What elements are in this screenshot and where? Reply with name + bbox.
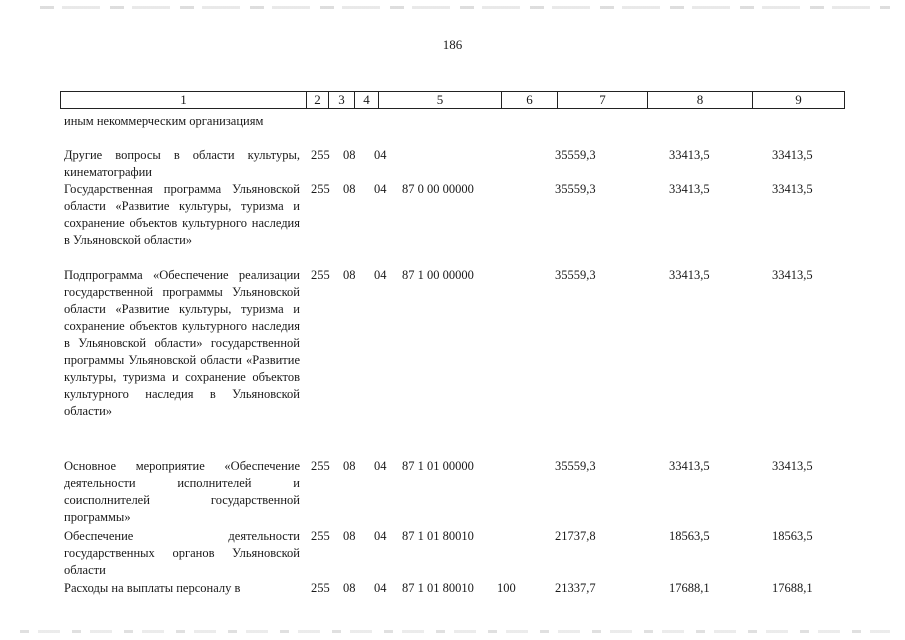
row-subsection-code: 04 bbox=[374, 182, 387, 196]
row-section-code: 08 bbox=[343, 581, 356, 595]
row-description: Расходы на выплаты персоналу в bbox=[64, 581, 241, 595]
row-amount-col8: 33413,5 bbox=[669, 182, 710, 196]
table-header bbox=[60, 91, 845, 109]
row-description: Другие вопросы в области культуры, кинематографии bbox=[64, 148, 300, 179]
row-section-code: 08 bbox=[343, 529, 356, 543]
scan-artifact-bottom bbox=[20, 630, 890, 633]
row-target-article: 87 0 00 00000 bbox=[402, 182, 474, 196]
row-target-article: 87 1 01 00000 bbox=[402, 459, 474, 473]
row-section-code: 08 bbox=[343, 268, 356, 282]
row-subsection-code: 04 bbox=[374, 148, 387, 162]
row-expense-type: 100 bbox=[497, 581, 516, 595]
row-amount-col9: 33413,5 bbox=[772, 148, 813, 162]
row-description: Обеспечение деятельности государственных органов Ульяновской области bbox=[64, 529, 300, 577]
row-section-code: 08 bbox=[343, 148, 356, 162]
header-cell-7: 7 bbox=[557, 92, 647, 108]
row-section-code: 08 bbox=[343, 182, 356, 196]
row-subsection-code: 04 bbox=[374, 459, 387, 473]
row-amount-col7: 21737,8 bbox=[555, 529, 596, 543]
row-amount-col9: 18563,5 bbox=[772, 529, 813, 543]
row-description: Подпрограмма «Обеспечение реализации государственной программы Ульяновской области «Развитие культуры, туризма и сохранение объектов культурного наследия в Ульяновской области» государственной программы Ульяновской области «Развитие культуры, туризма и сохранение объектов культурного наследия в Ульяновской области» bbox=[64, 268, 300, 418]
row-amount-col7: 35559,3 bbox=[555, 268, 596, 282]
header-cell-3: 3 bbox=[328, 92, 354, 108]
row-amount-col7: 35559,3 bbox=[555, 459, 596, 473]
page-number: 186 bbox=[442, 37, 463, 52]
row-amount-col8: 33413,5 bbox=[669, 459, 710, 473]
row-amount-col7: 21337,7 bbox=[555, 581, 596, 595]
row-description: Государственная программа Ульяновской области «Развитие культуры, туризма и сохранение объектов культурного наследия в Ульяновской области» bbox=[64, 182, 300, 247]
row-amount-col7: 35559,3 bbox=[555, 148, 596, 162]
row-amount-col9: 33413,5 bbox=[772, 459, 813, 473]
row-amount-col8: 33413,5 bbox=[669, 268, 710, 282]
row-admin-code: 255 bbox=[311, 459, 330, 473]
header-cell-1: 1 bbox=[180, 92, 187, 107]
scan-artifact-top bbox=[40, 6, 890, 9]
row-subsection-code: 04 bbox=[374, 529, 387, 543]
row-amount-col8: 17688,1 bbox=[669, 581, 710, 595]
row-target-article: 87 1 00 00000 bbox=[402, 268, 474, 282]
row-subsection-code: 04 bbox=[374, 581, 387, 595]
header-cell-5: 5 bbox=[378, 92, 501, 108]
header-cell-4: 4 bbox=[354, 92, 378, 108]
row-admin-code: 255 bbox=[311, 148, 330, 162]
row-section-code: 08 bbox=[343, 459, 356, 473]
header-cell-2: 2 bbox=[306, 92, 328, 108]
row-amount-col8: 33413,5 bbox=[669, 148, 710, 162]
row-amount-col8: 18563,5 bbox=[669, 529, 710, 543]
row-description: иным некоммерческим организациям bbox=[64, 114, 264, 128]
row-target-article: 87 1 01 80010 bbox=[402, 581, 474, 595]
row-target-article: 87 1 01 80010 bbox=[402, 529, 474, 543]
row-admin-code: 255 bbox=[311, 529, 330, 543]
row-amount-col9: 33413,5 bbox=[772, 268, 813, 282]
row-amount-col9: 33413,5 bbox=[772, 182, 813, 196]
row-amount-col7: 35559,3 bbox=[555, 182, 596, 196]
header-cell-9: 9 bbox=[752, 92, 844, 108]
row-admin-code: 255 bbox=[311, 581, 330, 595]
row-admin-code: 255 bbox=[311, 182, 330, 196]
row-admin-code: 255 bbox=[311, 268, 330, 282]
header-cell-6: 6 bbox=[501, 92, 557, 108]
header-cell-8: 8 bbox=[647, 92, 752, 108]
row-description: Основное мероприятие «Обеспечение деятельности исполнителей и соисполнителей государственной программы» bbox=[64, 459, 300, 524]
row-subsection-code: 04 bbox=[374, 268, 387, 282]
row-amount-col9: 17688,1 bbox=[772, 581, 813, 595]
